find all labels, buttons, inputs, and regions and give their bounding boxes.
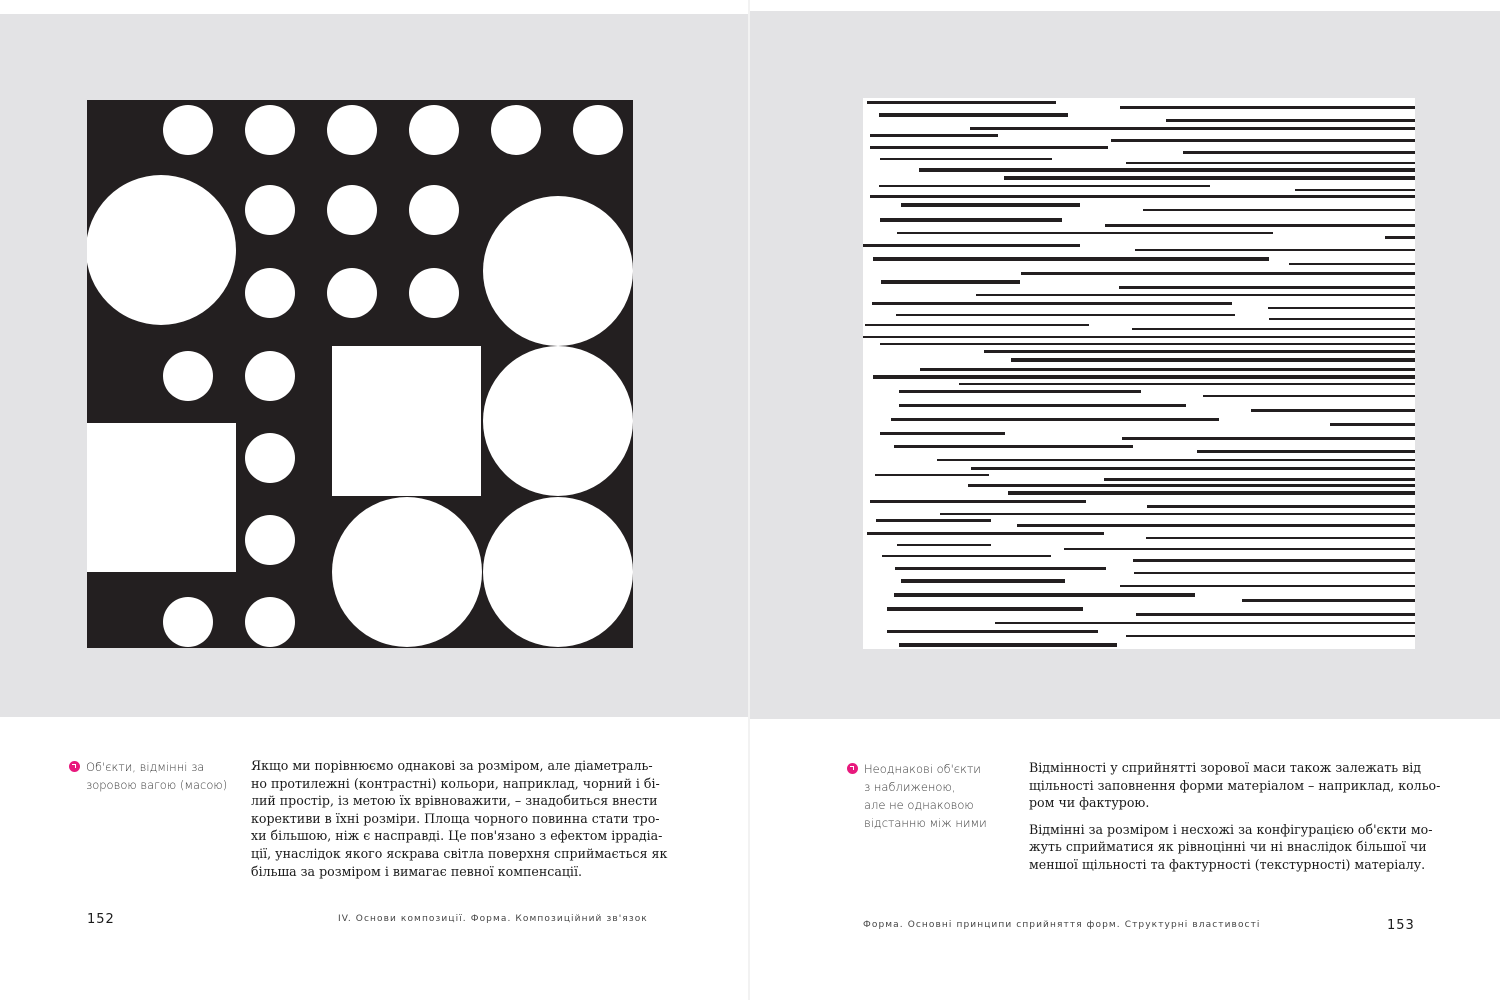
stripe xyxy=(880,218,1062,222)
stripe xyxy=(1021,272,1415,275)
stripe xyxy=(1120,585,1415,587)
small-circle xyxy=(409,105,459,155)
square xyxy=(332,346,481,496)
small-circle xyxy=(491,105,541,155)
stripe xyxy=(920,368,1415,371)
stripe xyxy=(971,467,1415,470)
stripe xyxy=(1008,491,1415,495)
stripe xyxy=(1330,423,1415,426)
body-text-right xyxy=(1029,759,1441,874)
stripe xyxy=(895,567,1106,570)
text-line: корективи в їхні розміри. Площа чорного повинна стати тро- xyxy=(251,810,660,826)
stripe xyxy=(879,113,1068,117)
left-page xyxy=(0,0,748,1000)
stripe xyxy=(882,555,1051,557)
text-line: меншої щільності та фактурності (текстурності) матеріалу. xyxy=(1029,856,1426,872)
stripe xyxy=(870,195,1415,198)
small-circle xyxy=(245,105,295,155)
stripe xyxy=(940,513,1415,515)
arrow-up-right-icon xyxy=(847,763,858,774)
stripe xyxy=(1385,236,1415,239)
text-line: Якщо ми порівнюємо однакові за розміром, але діаметраль- xyxy=(251,758,653,773)
stripe xyxy=(872,302,1232,305)
stripe xyxy=(1242,599,1415,602)
stripe xyxy=(901,203,1080,207)
text-line: хи більшою, ніж є насправді. Це пов'язано з ефектом іррадіа- xyxy=(251,828,663,844)
stripe xyxy=(899,643,1117,647)
stripe xyxy=(897,544,991,546)
text-line: щільності заповнення форми матеріалом – наприклад, кольо- xyxy=(1029,777,1441,793)
stripe xyxy=(968,484,1415,487)
stripe xyxy=(959,383,1415,385)
page-number: 153 xyxy=(1387,918,1415,933)
stripe xyxy=(880,432,1005,435)
stripe xyxy=(1133,559,1415,562)
stripe xyxy=(1011,358,1415,362)
stripe xyxy=(897,232,1273,234)
small-circle xyxy=(245,515,295,565)
stripe xyxy=(976,294,1415,296)
stripe xyxy=(937,459,1415,461)
stripe xyxy=(894,593,1195,597)
stripe xyxy=(865,324,1089,326)
stripe xyxy=(880,343,1415,345)
stripe xyxy=(1143,209,1415,211)
stripe xyxy=(1203,395,1415,397)
stripe xyxy=(1183,151,1415,154)
paragraph xyxy=(251,757,668,880)
right-page xyxy=(750,0,1500,1000)
stripe xyxy=(995,622,1415,624)
stripe xyxy=(1126,635,1415,637)
text-line: жуть сприйматися як рівноцінні чи ні внаслідок більшої чи xyxy=(1029,839,1427,855)
text-line: Відмінні за розміром і несхожі за конфігурацією об'єкти мо- xyxy=(1029,821,1433,837)
text-line: но протилежні (контрастні) кольори, наприклад, чорний і бі- xyxy=(251,775,660,791)
large-circle xyxy=(483,346,633,496)
stripe xyxy=(1064,548,1415,550)
text-line: ром чи фактурою. xyxy=(1029,795,1150,811)
body-text-left xyxy=(251,757,668,880)
stripe xyxy=(1105,224,1415,227)
text-line: Відмінності у сприйнятті зорової маси також залежать від xyxy=(1029,760,1421,775)
stripe xyxy=(1111,139,1415,142)
caption-line: з наближеною, xyxy=(864,780,956,794)
figure-caption-left xyxy=(86,758,236,794)
stripe xyxy=(1126,162,1415,164)
stripe xyxy=(879,185,1210,187)
stripe xyxy=(1134,572,1415,574)
square xyxy=(87,423,236,572)
small-circle xyxy=(163,597,213,647)
small-circle xyxy=(245,268,295,318)
stripe xyxy=(1136,613,1415,616)
small-circle xyxy=(409,185,459,235)
stripe xyxy=(1147,505,1415,508)
white-field xyxy=(863,98,1415,649)
figure-caption-right xyxy=(864,760,1014,832)
large-circle xyxy=(483,497,633,647)
stripe xyxy=(891,418,1219,421)
stripe xyxy=(896,314,1235,316)
stripe xyxy=(984,350,1415,353)
stripe xyxy=(919,168,1415,172)
paragraph xyxy=(1029,821,1433,874)
small-circle xyxy=(245,433,295,483)
caption-line: але не однаковою xyxy=(864,798,974,812)
small-circle xyxy=(163,351,213,401)
stripe xyxy=(899,390,1141,393)
stripe xyxy=(873,257,1269,261)
stripes-svg xyxy=(863,98,1415,649)
stripe xyxy=(1146,537,1415,539)
page-number: 152 xyxy=(87,912,115,927)
running-head: Форма. Основні принципи сприйняття форм. Структурні властивості xyxy=(863,920,1261,930)
stripe xyxy=(894,445,1133,448)
paragraph xyxy=(1029,759,1441,812)
stripe xyxy=(867,101,1056,104)
arrow-up-right-icon xyxy=(69,761,80,772)
stripe xyxy=(887,630,1098,633)
small-circle xyxy=(245,185,295,235)
small-circle xyxy=(245,351,295,401)
caption-line: відстанню між ними xyxy=(864,816,987,830)
small-circle xyxy=(409,268,459,318)
stripe xyxy=(867,532,1104,535)
stripe xyxy=(1104,478,1415,481)
stripe xyxy=(863,244,1080,247)
circles-squares-figure xyxy=(87,100,633,648)
stripe xyxy=(873,375,1415,379)
stripe xyxy=(1289,263,1415,265)
stripe xyxy=(876,519,991,522)
small-circle xyxy=(245,597,295,647)
stripe xyxy=(1269,318,1415,320)
stripe xyxy=(875,474,989,476)
caption-line: Неоднакові об'єкти xyxy=(864,762,981,776)
large-circle xyxy=(87,175,236,325)
stripe xyxy=(1132,328,1415,330)
text-line: більша за розміром і вимагає певної компенсації. xyxy=(251,863,582,879)
stripe xyxy=(887,607,1083,611)
small-circle xyxy=(573,105,623,155)
stripe xyxy=(870,500,1086,503)
text-line: ції, унаслідок якого яскрава світла поверхня сприймається як xyxy=(251,845,668,861)
stripe xyxy=(863,336,1415,338)
stripe xyxy=(870,146,1108,149)
stripe xyxy=(970,127,1415,130)
caption-line: Об'єкти, відмінні за xyxy=(86,760,205,774)
stripe xyxy=(1120,106,1415,109)
stripe xyxy=(1251,409,1415,412)
stripe xyxy=(1268,307,1415,309)
stripe xyxy=(870,134,998,137)
stripes-figure xyxy=(863,98,1415,649)
stripe xyxy=(1017,524,1415,527)
stripe xyxy=(1295,189,1415,191)
stripe xyxy=(1004,176,1415,180)
stripe xyxy=(1135,249,1415,251)
small-circle xyxy=(327,268,377,318)
circles-squares-svg xyxy=(87,100,633,648)
text-line: лий простір, із метою їх врівноважити, – знадобиться внести xyxy=(251,793,658,809)
running-head: IV. Основи композиції. Форма. Композиційний зв'язок xyxy=(338,914,648,924)
stripe xyxy=(1166,119,1415,122)
small-circle xyxy=(163,105,213,155)
stripe xyxy=(1197,450,1415,453)
caption-line: зоровою вагою (масою) xyxy=(86,778,228,792)
large-circle xyxy=(332,497,482,647)
small-circle xyxy=(327,105,377,155)
stripe xyxy=(880,158,1052,160)
stripe xyxy=(881,280,1020,284)
stripe xyxy=(1122,437,1415,440)
stripe xyxy=(1119,286,1415,289)
stripe xyxy=(899,404,1186,407)
stripe xyxy=(901,579,1065,583)
small-circle xyxy=(327,185,377,235)
large-circle xyxy=(483,196,633,346)
